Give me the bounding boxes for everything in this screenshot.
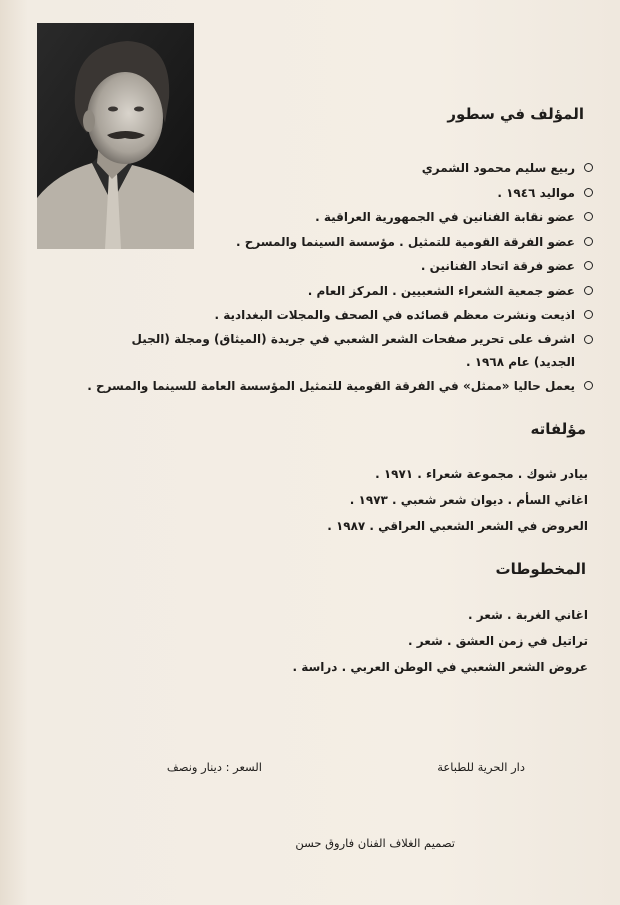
manuscripts-list bbox=[292, 602, 588, 680]
list-item: مواليد ١٩٤٦ . bbox=[123, 181, 593, 206]
publisher-label: دار الحرية للطباعة bbox=[437, 760, 525, 774]
bullet-circle-icon bbox=[584, 261, 593, 270]
bullet-circle-icon bbox=[584, 163, 593, 172]
list-item: العروض في الشعر الشعبي العراقي . ١٩٨٧ . bbox=[327, 519, 588, 533]
list-item: عضو جمعية الشعراء الشعبيين . المركز العام . bbox=[123, 279, 593, 304]
about-heading: المؤلف في سطور bbox=[447, 105, 584, 123]
about-list bbox=[87, 156, 593, 398]
bullet-circle-icon bbox=[584, 188, 593, 197]
list-item: عضو نقابة الفنانين في الجمهورية العراقية . bbox=[123, 205, 593, 230]
list-item: اذيعت ونشرت معظم قصائده في الصحف والمجلات البغدادية . bbox=[123, 303, 593, 328]
bullet-circle-icon bbox=[584, 212, 593, 221]
bullet-circle-icon bbox=[584, 286, 593, 295]
list-item: عروض الشعر الشعبي في الوطن العربي . دراسة . bbox=[292, 660, 588, 674]
bullet-circle-icon bbox=[584, 335, 593, 344]
list-item: تراتيل في زمن العشق . شعر . bbox=[408, 634, 588, 648]
bullet-circle-icon bbox=[584, 310, 593, 319]
list-item: يعمل حاليا «ممثل» في الفرقة القومية للتمثيل المؤسسة العامة للسينما والمسرح . bbox=[123, 374, 593, 399]
list-item: اغاني الغربة . شعر . bbox=[468, 608, 588, 622]
list-item: اشرف على تحرير صفحات الشعر الشعبي في جريدة (الميثاق) ومجلة (الجيل الجديد) عام ١٩٦٨ . bbox=[123, 328, 593, 374]
bullet-circle-icon bbox=[584, 381, 593, 390]
manuscripts-heading: المخطوطات bbox=[495, 560, 586, 578]
list-item: عضو الفرقة القومية للتمثيل . مؤسسة السينما والمسرح . bbox=[123, 230, 593, 255]
list-item: عضو فرقة اتحاد الفنانين . bbox=[123, 254, 593, 279]
cover-design-credit: تصميم الغلاف الفنان فاروق حسن bbox=[295, 836, 455, 850]
bullet-circle-icon bbox=[584, 237, 593, 246]
list-item: ربيع سليم محمود الشمري bbox=[123, 156, 593, 181]
works-heading: مؤلفاته bbox=[530, 420, 586, 438]
list-item: اغاني السأم . ديوان شعر شعبي . ١٩٧٣ . bbox=[349, 493, 588, 507]
works-list bbox=[327, 461, 588, 539]
list-item: بيادر شوك . مجموعة شعراء . ١٩٧١ . bbox=[375, 467, 588, 481]
price-label: السعر : دينار ونصف bbox=[166, 760, 262, 774]
